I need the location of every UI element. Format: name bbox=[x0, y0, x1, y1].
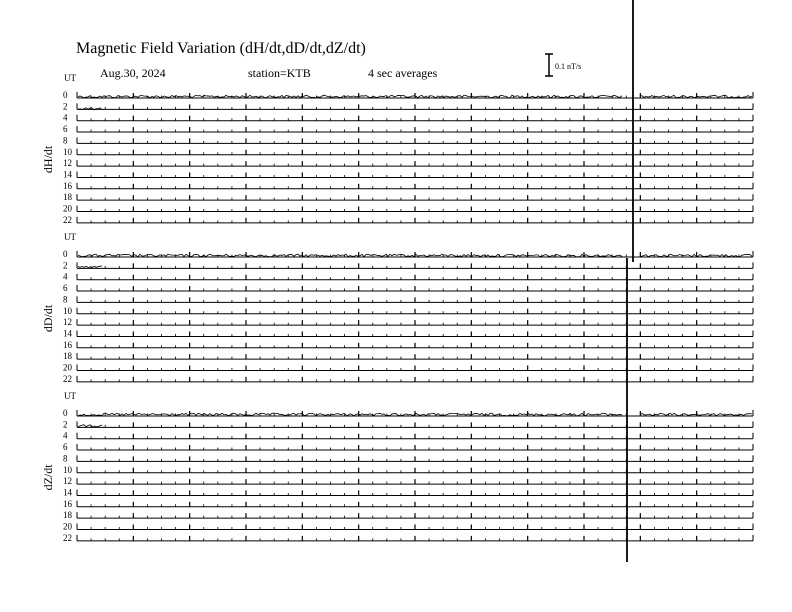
row-label: 14 bbox=[63, 328, 72, 339]
row-label: 22 bbox=[63, 532, 72, 543]
row-label: 4 bbox=[63, 112, 68, 123]
row-label: 0 bbox=[63, 249, 68, 259]
row-label: 12 bbox=[63, 476, 72, 487]
row-label: 22 bbox=[63, 214, 72, 225]
row-label: 4 bbox=[63, 271, 68, 282]
row-label: 8 bbox=[63, 294, 68, 305]
panel-ylabel: dD/dt bbox=[41, 304, 55, 333]
row-label: 6 bbox=[63, 442, 68, 453]
row-label: 22 bbox=[63, 373, 72, 384]
row-label: 2 bbox=[63, 101, 68, 112]
scale-bar-label: 0.1 nT/s bbox=[555, 62, 582, 71]
row-label: 20 bbox=[63, 521, 72, 532]
row-label: 12 bbox=[63, 158, 72, 169]
row-label: 16 bbox=[63, 180, 72, 191]
row-label: 8 bbox=[63, 453, 68, 464]
row-label: 16 bbox=[63, 339, 72, 350]
row-label: 18 bbox=[63, 510, 72, 521]
panels-group bbox=[41, 73, 753, 543]
row-label: 8 bbox=[63, 135, 68, 146]
series-trace-partial bbox=[78, 425, 102, 427]
row-label: 14 bbox=[63, 487, 72, 498]
row-label: 6 bbox=[63, 124, 68, 135]
ut-label: UT bbox=[64, 73, 76, 83]
ut-label: UT bbox=[64, 391, 76, 401]
row-label: 20 bbox=[63, 362, 72, 373]
row-label: 18 bbox=[63, 192, 72, 203]
date-label: Aug.30, 2024 bbox=[100, 66, 166, 80]
row-label: 2 bbox=[63, 260, 68, 271]
row-label: 0 bbox=[63, 408, 68, 418]
row-label: 10 bbox=[63, 146, 72, 157]
chart-title: Magnetic Field Variation (dH/dt,dD/dt,dZ/dt) bbox=[76, 40, 366, 57]
station-label: station=KTB bbox=[248, 66, 311, 80]
row-label: 16 bbox=[63, 498, 72, 509]
row-label: 12 bbox=[63, 317, 72, 328]
row-label: 20 bbox=[63, 203, 72, 214]
panel-ylabel: dH/dt bbox=[41, 145, 55, 174]
row-label: 0 bbox=[63, 90, 68, 100]
averaging-label: 4 sec averages bbox=[368, 66, 438, 80]
row-label: 14 bbox=[63, 169, 72, 180]
ut-label: UT bbox=[64, 232, 76, 242]
panel-ylabel: dZ/dt bbox=[41, 464, 55, 491]
series-trace-partial bbox=[78, 266, 102, 268]
row-label: 6 bbox=[63, 283, 68, 294]
scale-bar bbox=[545, 54, 581, 76]
row-label: 4 bbox=[63, 430, 68, 441]
row-label: 10 bbox=[63, 464, 72, 475]
row-label: 2 bbox=[63, 419, 68, 430]
row-label: 18 bbox=[63, 351, 72, 362]
row-label: 10 bbox=[63, 305, 72, 316]
